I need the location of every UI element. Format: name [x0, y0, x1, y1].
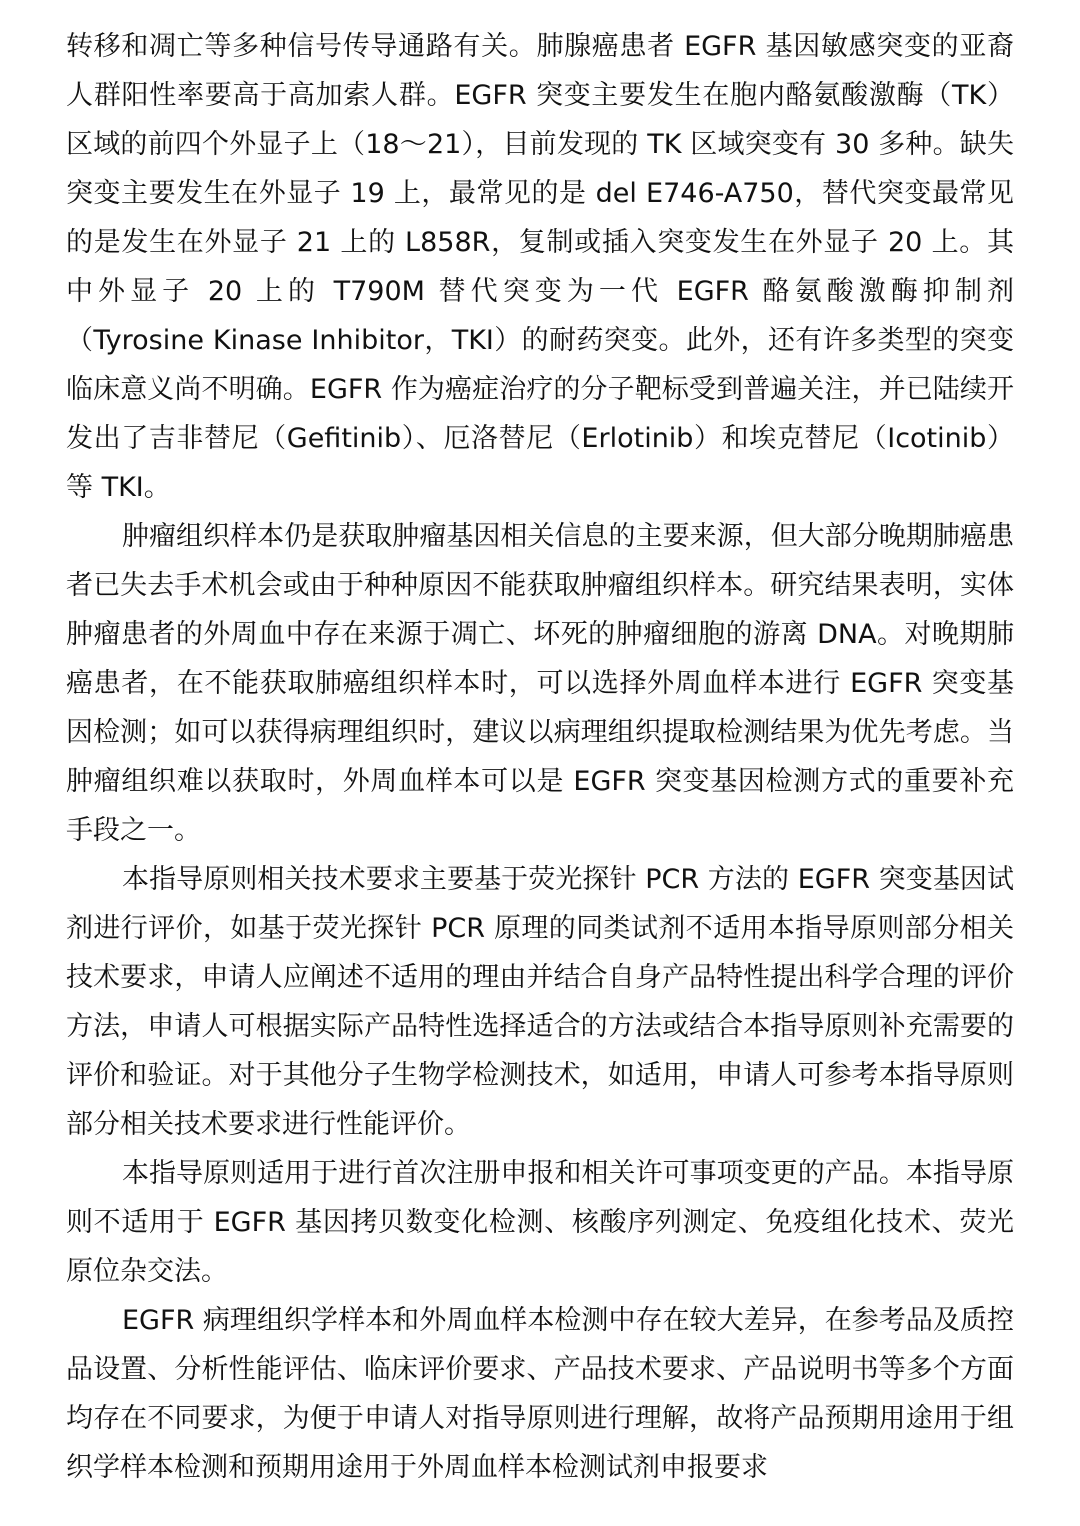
paragraph-sample-sources: 肿瘤组织样本仍是获取肿瘤基因相关信息的主要来源，但大部分晚期肺癌患者已失去手术机会或由于种种原因不能获取肿瘤组织样本。研究结果表明，实体肿瘤患者的外周血中存在来源于凋亡、坏死的肿瘤细胞的游离 DNA。对晚期肺癌患者，在不能获取肺癌组织样本时，可以选择外周血样本进行 EGFR 突变基因检测；如可以获得病理组织时，建议以病理组织提取检测结果为优先考虑。当肿瘤组织难以获取时，外周血样本可以是 EGFR 突变基因检测方式的重要补充手段之一。	[66, 521, 1014, 846]
paragraph-scope: 本指导原则适用于进行首次注册申报和相关许可事项变更的产品。本指导原则不适用于 EGFR 基因拷贝数变化检测、核酸序列测定、免疫组化技术、荧光原位杂交法。	[66, 1158, 1014, 1287]
paragraph-sample-differences: EGFR 病理组织学样本和外周血样本检测中存在较大差异，在参考品及质控品设置、分析性能评估、临床评价要求、产品技术要求、产品说明书等多个方面均存在不同要求，为便于申请人对指导原则进行理解，故将产品预期用途用于组织学样本检测和预期用途用于外周血样本检测试剂申报要求	[66, 1305, 1014, 1483]
document-page	[66, 22, 1014, 1492]
paragraph-technical-requirements: 本指导原则相关技术要求主要基于荧光探针 PCR 方法的 EGFR 突变基因试剂进行评价，如基于荧光探针 PCR 原理的同类试剂不适用本指导原则部分相关技术要求，申请人应阐述不适用的理由并结合自身产品特性提出科学合理的评价方法，申请人可根据实际产品特性选择适合的方法或结合本指导原则补充需要的评价和验证。对于其他分子生物学检测技术，如适用，申请人可参考本指导原则部分相关技术要求进行性能评价。	[66, 864, 1014, 1140]
paragraph-egfr-mutations: 转移和凋亡等多种信号传导通路有关。肺腺癌患者 EGFR 基因敏感突变的亚裔人群阳性率要高于高加索人群。EGFR 突变主要发生在胞内酪氨酸激酶（TK）区域的前四个外显子上（18～21），目前发现的 TK 区域突变有 30 多种。缺失突变主要发生在外显子 19 上，最常见的是 del E746-A750，替代突变最常见的是发生在外显子 21 上的 L858R，复制或插入突变发生在外显子 20 上。其中外显子 20 上的 T790M 替代突变为一代 EGFR 酪氨酸激酶抑制剂（Tyrosine Kinase Inhibitor，TKI）的耐药突变。此外，还有许多类型的突变临床意义尚不明确。EGFR 作为癌症治疗的分子靶标受到普遍关注，并已陆续开发出了吉非替尼（Gefitinib）、厄洛替尼（Erlotinib）和埃克替尼（Icotinib）等 TKI。	[66, 31, 1014, 503]
